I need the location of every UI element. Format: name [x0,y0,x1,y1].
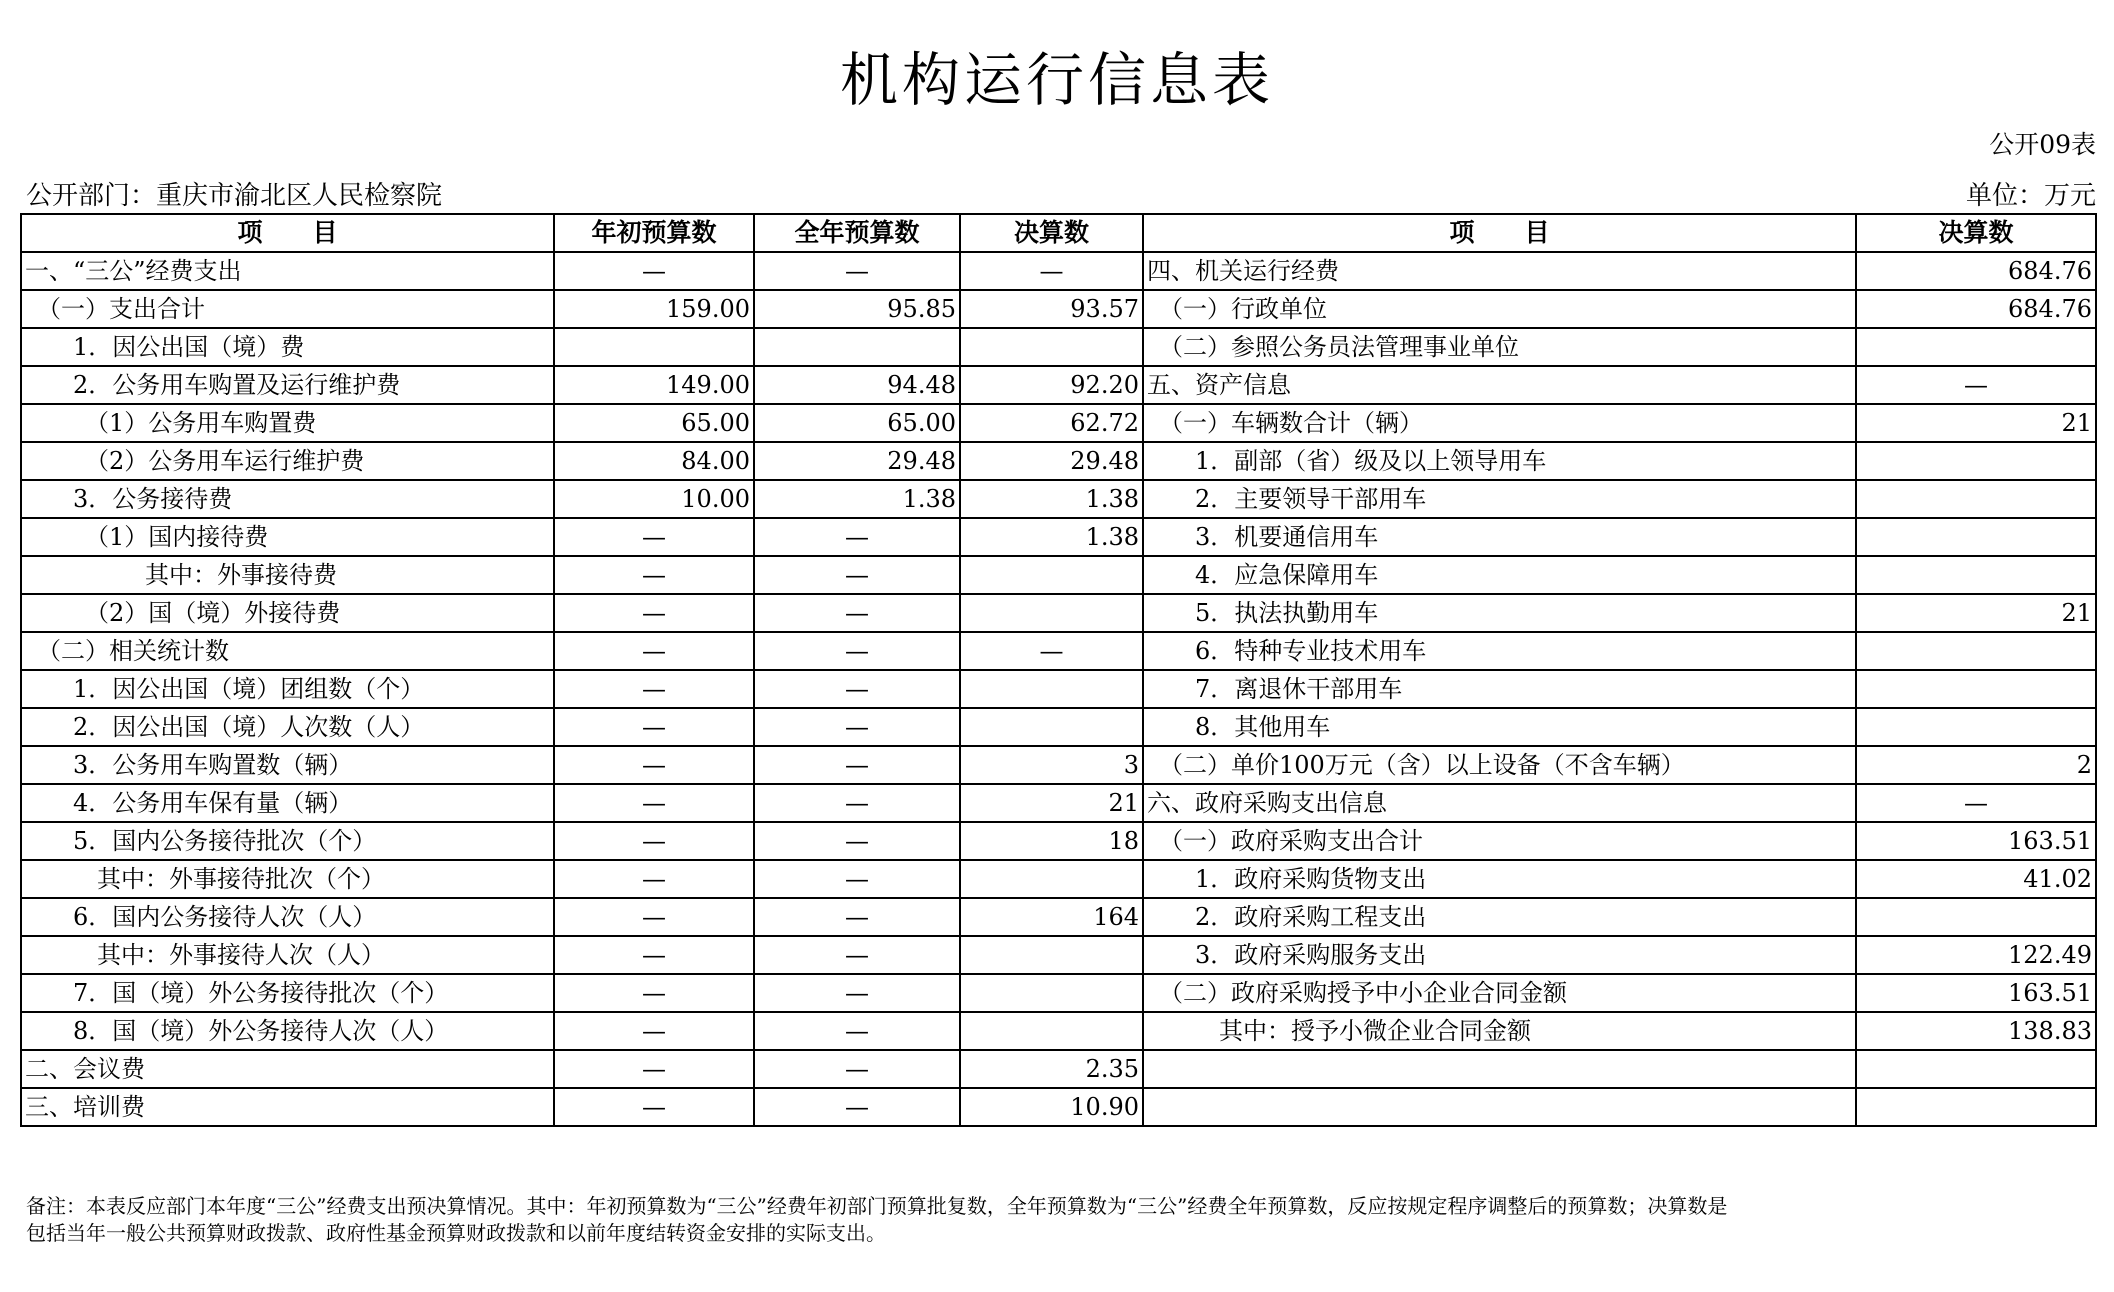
table-row [21,518,2096,556]
initial-budget-cell: — [554,974,754,1012]
right-item-cell: 六、政府采购支出信息 [1143,784,1856,822]
remark-line-2: 包括当年一般公共预算财政拨款、政府性基金预算财政拨款和以前年度结转资金安排的实际支出。 [26,1221,886,1245]
initial-budget-cell: — [554,632,754,670]
right-final-cell [1856,556,2096,594]
right-item-cell: 2．政府采购工程支出 [1143,898,1856,936]
table-row [21,1088,2096,1126]
remark-note [26,1193,2086,1247]
right-item-cell: 6．特种专业技术用车 [1143,632,1856,670]
right-item-cell: 2．主要领导干部用车 [1143,480,1856,518]
right-final-cell: — [1856,784,2096,822]
final-amount-cell: — [960,252,1143,290]
header-right-final: 决算数 [1856,214,2096,252]
left-item-cell: 7．国（境）外公务接待批次（个） [21,974,554,1012]
table-row [21,746,2096,784]
left-item-cell: 8．国（境）外公务接待人次（人） [21,1012,554,1050]
left-item-cell: （二）相关统计数 [21,632,554,670]
table-row [21,328,2096,366]
full-year-budget-cell: — [754,1012,960,1050]
initial-budget-cell: — [554,708,754,746]
institution-operation-table [20,213,2097,1127]
left-item-cell: 二、会议费 [21,1050,554,1088]
final-amount-cell [960,860,1143,898]
table-row [21,442,2096,480]
left-item-cell: （2）公务用车运行维护费 [21,442,554,480]
full-year-budget-cell: — [754,1050,960,1088]
full-year-budget-cell: — [754,822,960,860]
left-item-cell: 1．因公出国（境）费 [21,328,554,366]
left-item-cell: 3．公务用车购置数（辆） [21,746,554,784]
left-item-cell: 2．公务用车购置及运行维护费 [21,366,554,404]
initial-budget-cell: — [554,746,754,784]
unit-label: 单位：万元 [1965,181,2096,211]
right-final-cell [1856,480,2096,518]
right-final-cell: 163.51 [1856,822,2096,860]
initial-budget-cell: 10.00 [554,480,754,518]
right-final-cell: 684.76 [1856,252,2096,290]
full-year-budget-cell: — [754,708,960,746]
initial-budget-cell: — [554,670,754,708]
left-item-cell: 其中：外事接待人次（人） [21,936,554,974]
header-final-amount: 决算数 [960,214,1143,252]
right-final-cell: 2 [1856,746,2096,784]
department-label: 公开部门：重庆市渝北区人民检察院 [26,181,443,211]
right-item-cell: （二）参照公务员法管理事业单位 [1143,328,1856,366]
final-amount-cell [960,594,1143,632]
right-final-cell [1856,708,2096,746]
right-final-cell: 21 [1856,404,2096,442]
right-final-cell: 138.83 [1856,1012,2096,1050]
initial-budget-cell: — [554,1088,754,1126]
right-final-cell [1856,328,2096,366]
table-row [21,860,2096,898]
final-amount-cell: 1.38 [960,518,1143,556]
full-year-budget-cell: — [754,898,960,936]
table-header-row [21,214,2096,252]
header-right-item: 项 目 [1143,214,1856,252]
full-year-budget-cell: — [754,784,960,822]
page-title: 机构运行信息表 [839,46,1274,114]
right-final-cell [1856,1050,2096,1088]
table-row [21,670,2096,708]
left-item-cell: （一）支出合计 [21,290,554,328]
initial-budget-cell: — [554,556,754,594]
final-amount-cell [960,936,1143,974]
left-item-cell: 4．公务用车保有量（辆） [21,784,554,822]
initial-budget-cell: — [554,898,754,936]
table-row [21,594,2096,632]
right-final-cell [1856,518,2096,556]
full-year-budget-cell: — [754,632,960,670]
left-item-cell: 一、“三公”经费支出 [21,252,554,290]
initial-budget-cell: 159.00 [554,290,754,328]
right-item-cell: 四、机关运行经费 [1143,252,1856,290]
right-item-cell: 5．执法执勤用车 [1143,594,1856,632]
table-row [21,708,2096,746]
left-item-cell: （2）国（境）外接待费 [21,594,554,632]
full-year-budget-cell: 94.48 [754,366,960,404]
right-item-cell: 8．其他用车 [1143,708,1856,746]
right-item-cell: （二）政府采购授予中小企业合同金额 [1143,974,1856,1012]
right-final-cell: 21 [1856,594,2096,632]
right-item-cell: （二）单价100万元（含）以上设备（不含车辆） [1143,746,1856,784]
left-item-cell: 6．国内公务接待人次（人） [21,898,554,936]
final-amount-cell [960,328,1143,366]
initial-budget-cell: 149.00 [554,366,754,404]
final-amount-cell [960,974,1143,1012]
right-item-cell: 4．应急保障用车 [1143,556,1856,594]
right-final-cell: 684.76 [1856,290,2096,328]
table-row [21,404,2096,442]
full-year-budget-cell [754,328,960,366]
final-amount-cell: — [960,632,1143,670]
right-final-cell [1856,442,2096,480]
final-amount-cell: 21 [960,784,1143,822]
full-year-budget-cell: — [754,974,960,1012]
right-final-cell: 163.51 [1856,974,2096,1012]
header-initial-budget: 年初预算数 [554,214,754,252]
initial-budget-cell: — [554,784,754,822]
final-amount-cell: 92.20 [960,366,1143,404]
left-item-cell: 其中：外事接待批次（个） [21,860,554,898]
right-final-cell [1856,898,2096,936]
right-item-cell: 1．副部（省）级及以上领导用车 [1143,442,1856,480]
right-item-cell: （一）车辆数合计（辆） [1143,404,1856,442]
remark-line-1: 备注：本表反应部门本年度“三公”经费支出预决算情况。其中：年初预算数为“三公”经费年初部门预算批复数，全年预算数为“三公”经费全年预算数，反应按规定程序调整后的预算数；决算数是 [26,1194,1728,1218]
full-year-budget-cell: 65.00 [754,404,960,442]
table-row [21,1050,2096,1088]
left-item-cell: 2．因公出国（境）人次数（人） [21,708,554,746]
left-item-cell: 其中：外事接待费 [21,556,554,594]
full-year-budget-cell: — [754,860,960,898]
right-final-cell: 41.02 [1856,860,2096,898]
initial-budget-cell: — [554,594,754,632]
full-year-budget-cell: 95.85 [754,290,960,328]
table-row [21,974,2096,1012]
final-amount-cell: 1.38 [960,480,1143,518]
table-row [21,366,2096,404]
initial-budget-cell: — [554,860,754,898]
header-left-item: 项 目 [21,214,554,252]
full-year-budget-cell: — [754,556,960,594]
right-item-cell: 五、资产信息 [1143,366,1856,404]
full-year-budget-cell: — [754,936,960,974]
full-year-budget-cell: — [754,670,960,708]
right-item-cell: 1．政府采购货物支出 [1143,860,1856,898]
final-amount-cell [960,670,1143,708]
initial-budget-cell: 65.00 [554,404,754,442]
initial-budget-cell: — [554,252,754,290]
final-amount-cell: 18 [960,822,1143,860]
right-item-cell: 3．政府采购服务支出 [1143,936,1856,974]
form-code: 公开09表 [1989,130,2096,159]
right-item-cell: 3．机要通信用车 [1143,518,1856,556]
table-row [21,290,2096,328]
final-amount-cell [960,556,1143,594]
full-year-budget-cell: — [754,1088,960,1126]
final-amount-cell: 10.90 [960,1088,1143,1126]
table-row [21,480,2096,518]
final-amount-cell: 62.72 [960,404,1143,442]
final-amount-cell: 3 [960,746,1143,784]
full-year-budget-cell: — [754,252,960,290]
table-row [21,822,2096,860]
final-amount-cell [960,1012,1143,1050]
left-item-cell: 三、培训费 [21,1088,554,1126]
table-row [21,556,2096,594]
right-final-cell: — [1856,366,2096,404]
table-row [21,632,2096,670]
final-amount-cell: 164 [960,898,1143,936]
right-item-cell: （一）政府采购支出合计 [1143,822,1856,860]
initial-budget-cell [554,328,754,366]
initial-budget-cell: — [554,936,754,974]
final-amount-cell: 2.35 [960,1050,1143,1088]
full-year-budget-cell: — [754,746,960,784]
initial-budget-cell: — [554,1050,754,1088]
right-item-cell: 其中：授予小微企业合同金额 [1143,1012,1856,1050]
right-item-cell: （一）行政单位 [1143,290,1856,328]
right-item-cell [1143,1050,1856,1088]
right-final-cell [1856,670,2096,708]
table-row [21,1012,2096,1050]
final-amount-cell [960,708,1143,746]
left-item-cell: （1）国内接待费 [21,518,554,556]
initial-budget-cell: — [554,1012,754,1050]
header-full-year-budget: 全年预算数 [754,214,960,252]
full-year-budget-cell: 1.38 [754,480,960,518]
table-row [21,784,2096,822]
full-year-budget-cell: — [754,594,960,632]
right-final-cell: 122.49 [1856,936,2096,974]
full-year-budget-cell: — [754,518,960,556]
table-body [21,252,2096,1126]
initial-budget-cell: 84.00 [554,442,754,480]
initial-budget-cell: — [554,518,754,556]
right-final-cell [1856,632,2096,670]
table-row [21,898,2096,936]
table-row [21,252,2096,290]
left-item-cell: （1）公务用车购置费 [21,404,554,442]
table-row [21,936,2096,974]
right-item-cell: 7．离退休干部用车 [1143,670,1856,708]
left-item-cell: 3．公务接待费 [21,480,554,518]
initial-budget-cell: — [554,822,754,860]
left-item-cell: 5．国内公务接待批次（个） [21,822,554,860]
right-item-cell [1143,1088,1856,1126]
left-item-cell: 1．因公出国（境）团组数（个） [21,670,554,708]
final-amount-cell: 29.48 [960,442,1143,480]
final-amount-cell: 93.57 [960,290,1143,328]
right-final-cell [1856,1088,2096,1126]
full-year-budget-cell: 29.48 [754,442,960,480]
